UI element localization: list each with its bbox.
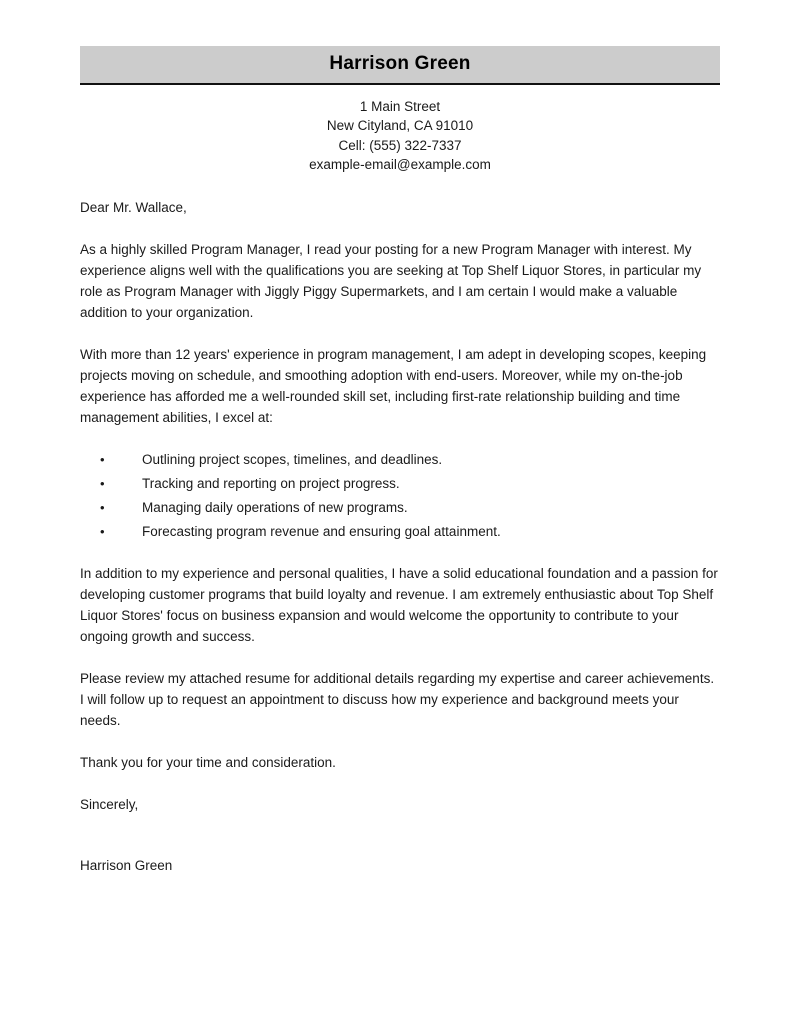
letter-paragraph-experience: With more than 12 years' experience in program management, I am adept in developing scopes, keeping projects moving on schedule, and smoothing adoption with end-users. Moreover, while my on-the-job experience has afforded me a well-rounded skill set, including first-rate relationship building and time management abilities, I excel at:: [80, 346, 707, 425]
name-header-banner: [80, 46, 720, 85]
letter-thanks-line: Thank you for your time and consideration.: [80, 754, 336, 770]
bullet-point-icon: •: [100, 475, 105, 491]
letter-closing-salutation: Sincerely,: [80, 796, 139, 812]
contact-information-block: [80, 97, 720, 175]
list-item-label: Tracking and reporting on project progress.: [142, 475, 400, 491]
bullet-point-icon: •: [100, 451, 105, 467]
contact-street-address: 1 Main Street: [359, 98, 441, 114]
list-item-label: Outlining project scopes, timelines, and deadlines.: [142, 451, 443, 467]
bullet-point-icon: •: [100, 523, 105, 539]
letter-paragraph-intro: As a highly skilled Program Manager, I read your posting for a new Program Manager with interest. My experience aligns well with the qualifications you are seeking at Top Shelf Liquor Stores, in particular my role as Program Manager with Jiggly Piggy Supermarkets, and I am certain I would make a valuable addition to your organization.: [80, 241, 702, 320]
letter-signature-name: Harrison Green: [80, 857, 173, 873]
list-item: [100, 473, 720, 494]
list-item: [100, 521, 720, 542]
list-item: [100, 449, 720, 470]
skills-bullet-list: [80, 449, 720, 542]
letter-paragraph-followup: Please review my attached resume for additional details regarding my expertise and career achievements. I will follow up to request an appointment to discuss how my experience and background meets your needs.: [80, 670, 715, 728]
letter-paragraph-qualities: In addition to my experience and personal qualities, I have a solid educational foundation and a passion for developing customer programs that build loyalty and revenue. I am extremely enthusiastic about Top Shelf Liquor Stores' focus on business expansion and would welcome the opportunity to contribute to your ongoing growth and success.: [80, 565, 718, 644]
letter-container: [80, 46, 720, 876]
list-item-label: Forecasting program revenue and ensuring goal attainment.: [142, 523, 501, 539]
letter-salutation: Dear Mr. Wallace,: [80, 199, 187, 215]
list-item: [100, 497, 720, 518]
bullet-point-icon: •: [100, 499, 105, 515]
contact-phone-number: Cell: (555) 322-7337: [338, 137, 462, 153]
list-item-label: Managing daily operations of new programs.: [142, 499, 408, 515]
letter-body: [80, 197, 720, 876]
contact-city-state-zip: New Cityland, CA 91010: [326, 118, 474, 134]
contact-email-address: example-email@example.com: [309, 157, 491, 173]
applicant-name-title: Harrison Green: [329, 53, 471, 74]
